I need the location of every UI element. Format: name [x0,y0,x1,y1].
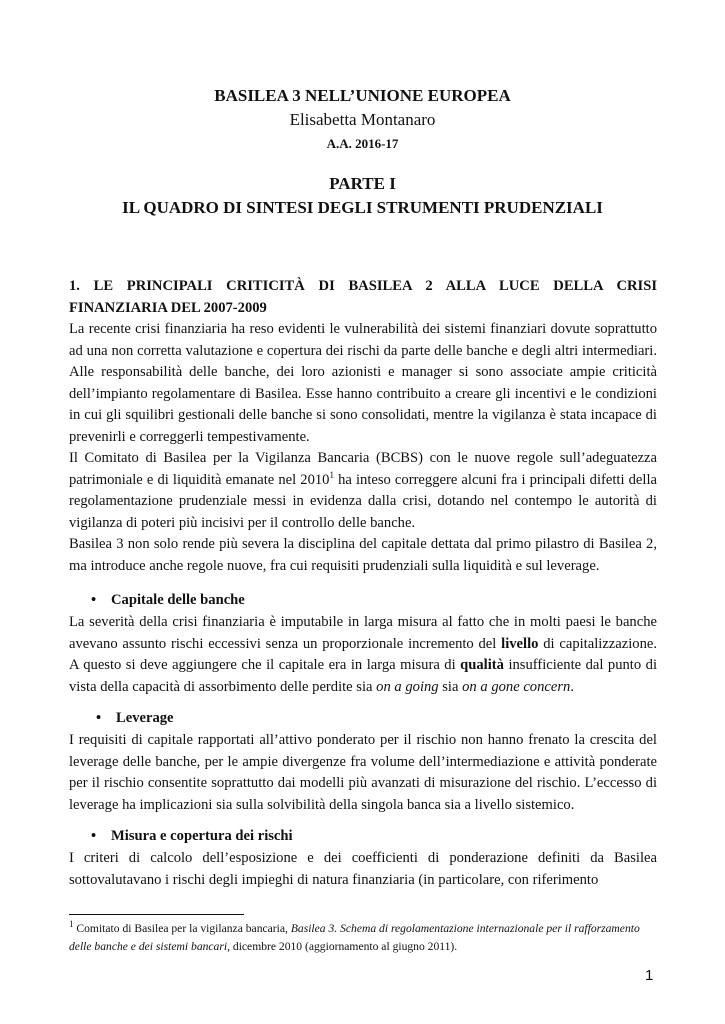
bullet-capitale-text [69,612,657,698]
capitale-text-a: La severità della crisi finanziaria è imputabile in larga misura al fatto che in molti paesi le banche avevano assunto rischi eccessivi senza un proporzionale incremento del [69,614,657,652]
bullet-icon: • [91,828,97,844]
bullet-heading: Misura e copertura dei rischi [111,828,293,844]
bullet-heading: Capitale delle banche [111,592,245,608]
part-title: IL QUADRO DI SINTESI DEGLI STRUMENTI PRUDENZIALI [122,198,603,217]
paragraph-1: La recente crisi finanziaria ha reso evidenti le vulnerabilità dei sistemi finanziari dovute soprattutto ad una non corretta valutazione e copertura dei rischi da parte delle banche e degli altri intermediari. Alle responsabilità delle banche, dei loro azionisti e manager si sono associate ampie criticità dell’impianto regolamentare di Basilea. Esse hanno contribuito a creare gli incentivi e le condizioni in cui gli squilibri gestionali delle banche si sono consolidati, mentre la vigilanza è stata incapace di prevenirli e correggerli tempestivamente. [69,321,657,445]
bullet-capitale [91,592,245,609]
capitale-text-d: sia [438,678,463,695]
capitale-text-c: insufficiente dal punto di vista della capacità di assorbimento delle perdite sia [69,657,657,695]
part-label: PARTE I [329,174,396,193]
capitale-bold-qualita: qualità [460,657,504,673]
capitale-bold-livello: livello [501,635,539,652]
footnote-text-b: , dicembre 2010 (aggiornamento al giugno 2011). [227,940,458,953]
section-body [69,319,657,577]
bullet-leverage [96,710,174,727]
paragraph-2-text-b: ha inteso correggere alcuni fra i principali difetti della regolamentazione prudenziale messi in evidenza dalla crisi, dotando nel contempo le autorità di vigilanza di poteri più incisivi per il controllo delle banche. [69,471,657,531]
footnote-number: 1 [69,919,74,930]
bullet-heading: Leverage [116,710,174,726]
section-heading: 1. LE PRINCIPALI CRITICITÀ DI BASILEA 2 ALLA LUCE DELLA CRISI FINANZIARIA DEL 2007-2009 [69,278,657,316]
bullet-icon: • [96,710,102,726]
document-title: BASILEA 3 NELL’UNIONE EUROPEA [214,86,511,105]
bullet-icon: • [91,592,97,608]
capitale-italic-going: on a going [376,678,439,695]
footnote-italic-title: Basilea 3. Schema di regolamentazione internazionale per il rafforzamento delle banche e dei sistemi bancari [69,922,640,953]
capitale-text-b: di capitalizzazione. A questo si deve aggiungere che il capitale era in larga misura di [69,635,658,673]
page-number: 1 [645,967,654,984]
academic-year: A.A. 2016-17 [326,136,399,151]
paragraph-3: Basilea 3 non solo rende più severa la disciplina del capitale dettata dal primo pilastro di Basilea 2, ma introduce anche regole nuove, fra cui requisiti prudenziali sulla liquidità e sul leverage. [69,536,657,574]
author-name: Elisabetta Montanaro [289,110,436,129]
bullet-rischi-text: I criteri di calcolo dell’esposizione e dei coefficienti di ponderazione definiti da Basilea sottovalutavano i rischi degli impieghi di natura finanziaria (in particolare, con riferimento [69,850,657,888]
capitale-text-e: . [570,678,574,695]
capitale-paragraph [69,612,657,698]
paragraph-2 [69,448,657,534]
footnote [69,920,657,956]
paragraph-2-text-a: Il Comitato di Basilea per la Vigilanza Bancaria (BCBS) con le nuove regole sull’adeguatezza patrimoniale e di liquidità emanate nel 2010 [69,450,657,488]
bullet-rischi [91,828,293,845]
bullet-leverage-text: I requisiti di capitale rapportati all’attivo ponderato per il rischio non hanno frenato la crescita del leverage delle banche, per le ampie divergenze fra volume dell’intermediazione e attività ponderate per il rischio consentite soprattutto dai modelli più avanzati di misurazione del rischio. L’eccesso di leverage ha implicazioni sia sulla solvibilità della singola banca sia a livello sistemico. [69,732,657,813]
footnote-divider [69,914,244,915]
footnote-text-a: Comitato di Basilea per la vigilanza bancaria, [73,922,291,935]
capitale-italic-gone: on a gone concern [462,678,571,695]
footnote-ref[interactable]: 1 [329,469,334,480]
